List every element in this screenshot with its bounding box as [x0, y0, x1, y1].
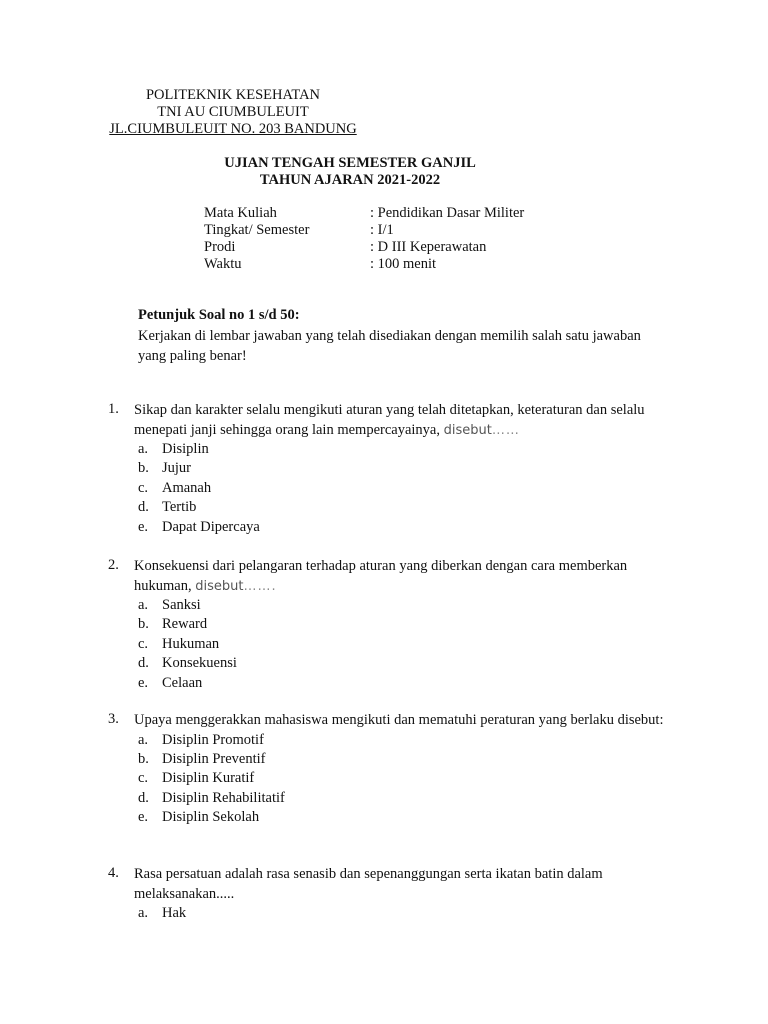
- answer-option: [138, 459, 668, 478]
- answer-option: [138, 674, 668, 693]
- question-suffix: [444, 423, 520, 438]
- answer-option: [138, 731, 668, 750]
- exam-info-value: : I/1: [370, 222, 394, 238]
- option-letter: c.: [138, 635, 149, 652]
- option-text: Celaan: [162, 674, 203, 691]
- question-suffix-word: disebut: [443, 422, 492, 438]
- answer-options: [138, 440, 668, 537]
- answer-option: [138, 769, 668, 788]
- exam-title-line2: TAHUN AJARAN 2021-2022: [259, 172, 441, 188]
- question-text: [134, 401, 668, 440]
- question-text: [134, 865, 668, 904]
- institution-name: POLITEKNIK KESEHATAN: [145, 87, 321, 103]
- option-text: Reward: [162, 616, 208, 633]
- option-text: Sanksi: [162, 597, 201, 613]
- question-stem: Konsekuensi dari pelangaran terhadap aturan yang diberkan dengan cara memberkan hukuman,: [134, 558, 628, 594]
- answer-option: [138, 635, 668, 654]
- option-text: Hukuman: [162, 635, 220, 652]
- option-letter: c.: [138, 479, 149, 496]
- answer-option: [138, 750, 668, 769]
- answer-option: [138, 904, 668, 923]
- exam-info-row: [204, 256, 524, 273]
- option-letter: a.: [138, 905, 149, 921]
- option-letter: d.: [138, 655, 149, 672]
- institution-unit: TNI AU CIUMBULEUIT: [157, 104, 309, 120]
- option-text: Disiplin Promotif: [162, 731, 264, 748]
- option-text: Konsekuensi: [162, 655, 237, 672]
- institution-address: JL.CIUMBULEUIT NO. 203 BANDUNG: [109, 121, 357, 137]
- exam-info-key: Tingkat/ Semester: [204, 222, 310, 238]
- option-letter: a.: [138, 441, 149, 457]
- answer-option: [138, 596, 668, 615]
- option-letter: c.: [138, 770, 149, 787]
- instructions-title: Petunjuk Soal no 1 s/d 50:: [138, 307, 300, 323]
- question-1: [108, 401, 668, 537]
- answer-option: [138, 479, 668, 498]
- option-text: Tertib: [162, 499, 197, 516]
- answer-option: [138, 808, 668, 827]
- exam-info-table: [204, 205, 524, 273]
- exam-info-value: : D III Keperawatan: [370, 239, 487, 255]
- exam-info-key: Waktu: [204, 256, 242, 272]
- answer-option: [138, 440, 668, 459]
- question-number: 2.: [108, 557, 119, 573]
- question-number: 1.: [108, 401, 119, 417]
- question-stem: Sikap dan karakter selalu mengikuti aturan yang telah ditetapkan, keteraturan dan selalu menepati janji sehingga orang lain mempercayainya,: [134, 402, 645, 438]
- option-text: Dapat Dipercaya: [162, 518, 260, 535]
- option-letter: b.: [138, 750, 149, 767]
- option-text: Disiplin Preventif: [162, 750, 266, 767]
- exam-info-row: [204, 222, 524, 239]
- institution-header: [100, 87, 366, 138]
- question-2: [108, 557, 668, 693]
- exam-info-key: Prodi: [204, 239, 236, 255]
- option-text: Disiplin Kuratif: [162, 770, 255, 787]
- question-3: [108, 711, 668, 828]
- option-letter: d.: [138, 789, 149, 806]
- option-text: Disiplin Sekolah: [162, 809, 260, 826]
- option-letter: d.: [138, 499, 149, 516]
- option-letter: a.: [138, 731, 149, 748]
- question-suffix-word: disebut: [195, 578, 244, 594]
- question-stem: Upaya menggerakkan mahasiswa mengikuti dan mematuhi peraturan yang berlaku disebut:: [134, 712, 664, 728]
- option-letter: b.: [138, 460, 149, 477]
- instructions: [138, 305, 658, 366]
- option-text: Disiplin Rehabilitatif: [162, 789, 285, 806]
- exam-info-value: : Pendidikan Dasar Militer: [370, 205, 525, 221]
- option-letter: a.: [138, 597, 149, 613]
- answer-blank: …….: [243, 578, 277, 594]
- answer-option: [138, 789, 668, 808]
- question-4: [108, 865, 668, 923]
- exam-info-value: : 100 menit: [370, 256, 437, 272]
- option-letter: e.: [138, 518, 149, 535]
- option-text: Amanah: [162, 479, 212, 496]
- answer-options: [138, 596, 668, 693]
- exam-title: [190, 155, 510, 189]
- option-letter: b.: [138, 616, 149, 633]
- exam-info-key: Mata Kuliah: [204, 205, 277, 221]
- answer-option: [138, 498, 668, 517]
- question-text: [134, 557, 668, 596]
- answer-blank: ……: [491, 422, 520, 438]
- exam-title-line1: UJIAN TENGAH SEMESTER GANJIL: [224, 155, 476, 171]
- option-text: Jujur: [162, 460, 191, 477]
- answer-options: [138, 731, 668, 828]
- instructions-body: Kerjakan di lembar jawaban yang telah disediakan dengan memilih salah satu jawaban yang paling benar!: [138, 328, 641, 364]
- answer-options: [138, 904, 668, 923]
- option-text: Hak: [162, 905, 187, 921]
- question-suffix: [195, 579, 276, 594]
- question-number: 3.: [108, 711, 119, 727]
- exam-info-row: [204, 205, 524, 222]
- answer-option: [138, 518, 668, 537]
- option-text: Disiplin: [162, 441, 209, 457]
- answer-option: [138, 615, 668, 634]
- question-number: 4.: [108, 865, 119, 881]
- answer-option: [138, 654, 668, 673]
- question-text: [134, 711, 668, 731]
- exam-info-row: [204, 239, 524, 256]
- option-letter: e.: [138, 809, 149, 826]
- option-letter: e.: [138, 674, 149, 691]
- question-stem: Rasa persatuan adalah rasa senasib dan sepenanggungan serta ikatan batin dalam melaksanakan.....: [134, 866, 603, 902]
